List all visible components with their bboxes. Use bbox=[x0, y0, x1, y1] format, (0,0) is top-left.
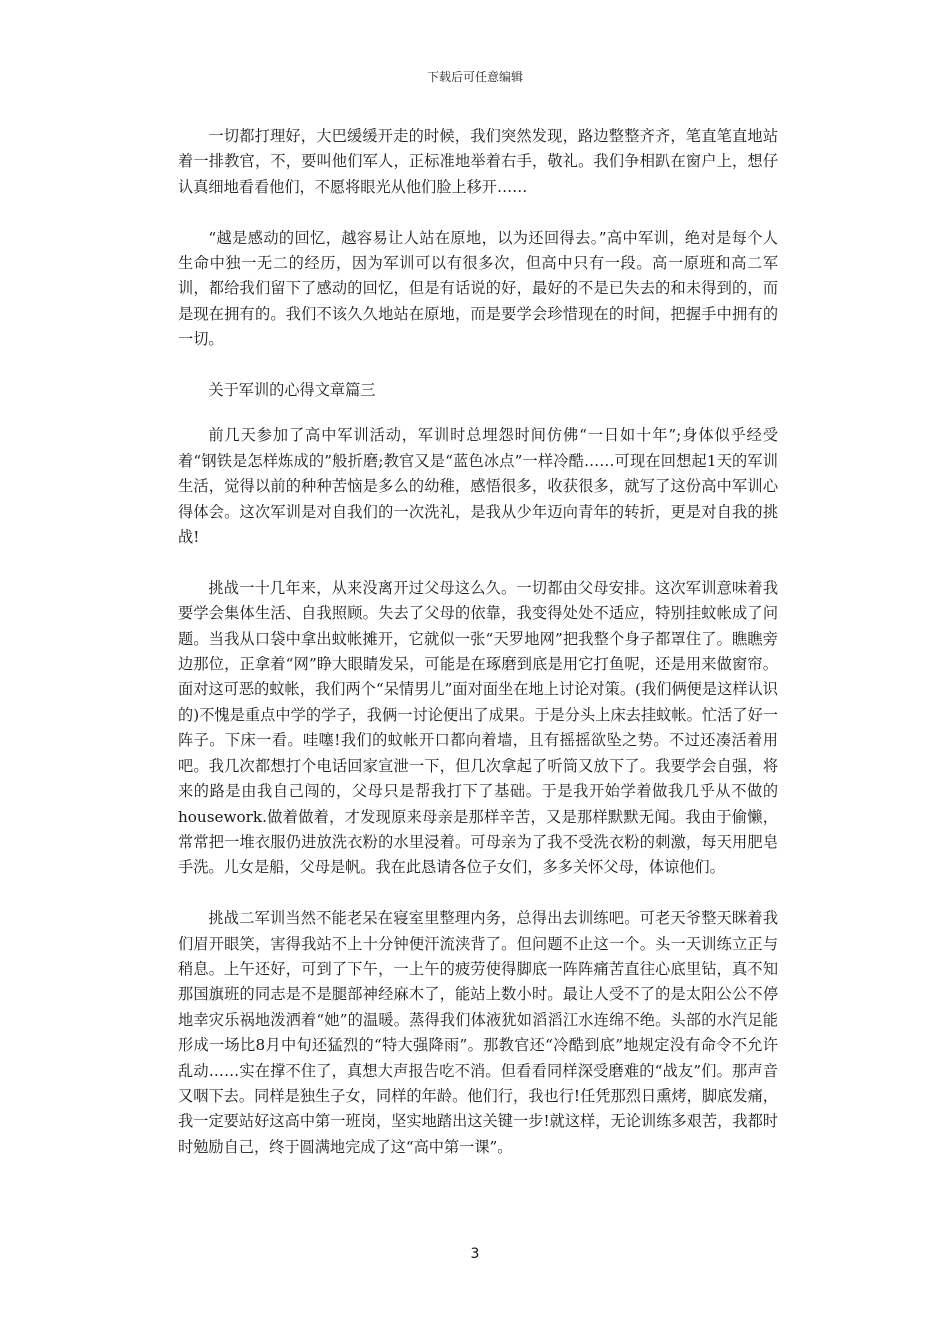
paragraph: 挑战一十几年来，从来没离开过父母这么久。一切都由父母安排。这次军训意味着我要学会集体生活、自我照顾。失去了父母的依靠，我变得处处不适应，特别挂蚊帐成了问题。当我从口袋中拿出蚊帐摊开，它就似一张“天罗地网”把我整个身子都罩住了。瞧瞧旁边那位，正拿着“网”睁大眼睛发呆，可能是在琢磨到底是用它打鱼呢，还是用来做窗帘。面对这可恶的蚊帐，我们两个“呆情男儿”面对面坐在地上讨论对策。(我们俩便是这样认识的)不愧是重点中学的学子，我俩一讨论便出了成果。于是分头上床去挂蚊帐。忙活了好一阵子。下床一看。哇噻!我们的蚊帐开口都向着墙，且有摇摇欲坠之势。不过还凑活着用吧。我几次都想打个电话回家宣泄一下，但几次拿起了听筒又放下了。我要学会自强，将来的路是由我自己闯的，父母只是帮我打下了基础。于是我开始学着做我几乎从不做的housework.做着做着，才发现原来母亲是那样辛苦，又是那样默默无闻。我由于偷懒，常常把一堆衣服仍进放洗衣粉的水里浸着。可母亲为了我不受洗衣粉的刺激，每天用肥皂手洗。儿女是船，父母是帆。我在此恳请各位子女们，多多关怀父母，体谅他们。 bbox=[178, 578, 778, 877]
paragraph: 挑战二军训当然不能老呆在寝室里整理内务，总得出去训练吧。可老天爷整天眯着我们眉开眼笑，害得我站不上十分钟便汗流浃背了。但问题不止这一个。头一天训练立正与稍息。上午还好，可到了下午，一上午的疲劳使得脚底一阵阵痛苦直往心底里钻，真不知那国旗班的同志是不是腿部神经麻木了，能站上数小时。最让人受不了的是太阳公公不停地幸灾乐祸地泼洒着“她”的温暖。蒸得我们体液犹如滔滔江水连绵不绝。头部的水汽足能形成一场比8月中旬还猛烈的“特大强降雨”。那教官还“冷酷到底”地规定没有命令不允许乱动……实在撑不住了，真想大声报告吃不消。但看看同样深受磨难的“战友”们。那声音又咽下去。同样是独生子女，同样的年龄。他们行，我也行!任凭那烈日熏烤，脚底发痛，我一定要站好这高中第一班岗，坚实地踏出这关键一步!就这样，无论训练多艰苦，我都时时勉励自己，终于圆满地完成了这“高中第一课”。 bbox=[178, 909, 778, 1156]
section-heading: 关于军训的心得文章篇三 bbox=[208, 381, 376, 400]
paragraph: 一切都打理好，大巴缓缓开走的时候，我们突然发现，路边整整齐齐，笔直笔直地站着一排教官，不，要叫他们军人，正标准地举着右手，敬礼。我们争相趴在窗户上，想仔认真细地看看他们，不愿将眼光从他们脸上移开…… bbox=[178, 127, 778, 196]
paragraph: “越是感动的回忆，越容易让人站在原地，以为还回得去。”高中军训，绝对是每个人生命中独一无二的经历，因为军训可以有很多次，但高中只有一段。高一原班和高二军训，都给我们留下了感动的回忆，但是有话说的好，最好的不是已失去的和未得到的，而是现在拥有的。我们不该久久地站在原地，而是要学会珍惜现在的时间，把握手中拥有的一切。 bbox=[178, 228, 778, 349]
page-number: 3 bbox=[470, 1246, 480, 1262]
page-header: 下载后可任意编辑 bbox=[426, 70, 523, 84]
paragraph: 前几天参加了高中军训活动，军训时总埋怨时间仿佛“一日如十年”;身体似乎经受着“钢铁是怎样炼成的”般折磨;教官又是“蓝色冰点”一样冷酷……可现在回想起1天的军训生活，觉得以前的种种苦恼是多么的幼稚，感悟很多，收获很多，就写了这份高中军训心得体会。这次军训是对自我们的一次洗礼，是我从少年迈向青年的转折，更是对自我的挑战! bbox=[178, 426, 778, 547]
document-body bbox=[178, 124, 778, 1186]
